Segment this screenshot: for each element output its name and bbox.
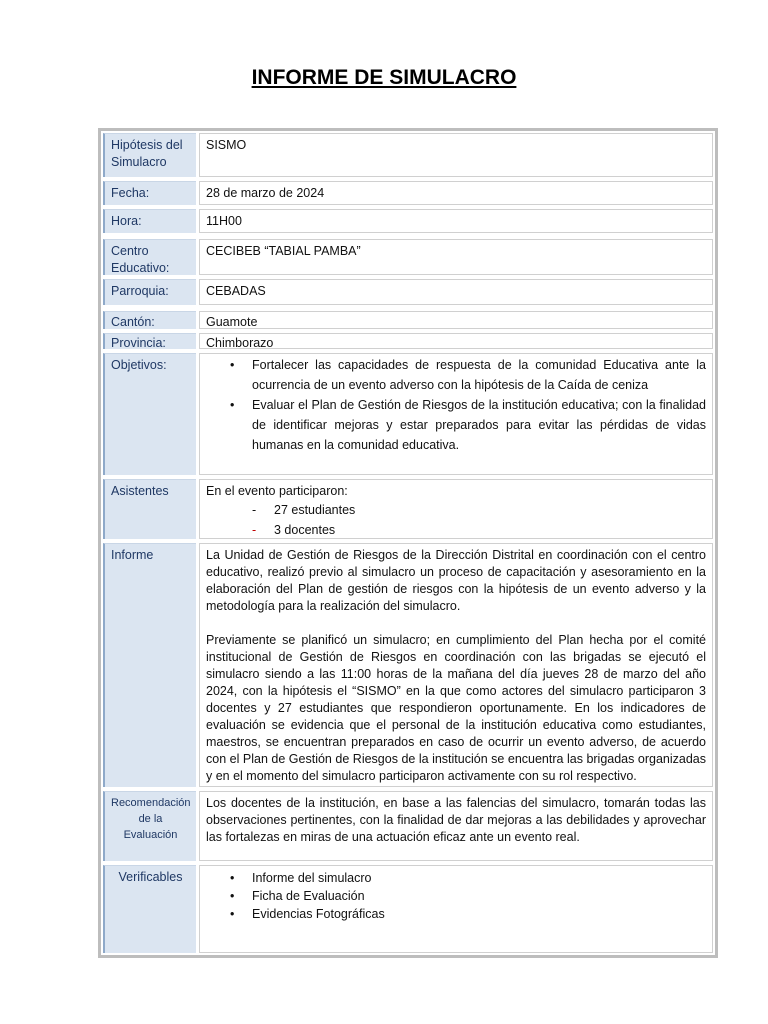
value-provincia: Chimborazo xyxy=(199,333,713,349)
label-recomendacion: Recomendación de la Evaluación xyxy=(103,791,196,861)
document-title: INFORME DE SIMULACRO xyxy=(251,66,517,89)
value-objetivos xyxy=(199,353,713,475)
value-recomendacion xyxy=(199,791,713,861)
value-canton: Guamote xyxy=(199,311,713,329)
label-asistentes: Asistentes xyxy=(103,479,196,539)
list-item: • Evaluar el Plan de Gestión de Riesgos de la institución educativa; con la finalidad de identificar mejoras y estar preparados para evitar las pérdidas de vidas humanas en la comunidad educativa. xyxy=(206,395,706,455)
verificables-list xyxy=(206,869,706,923)
row-hipotesis xyxy=(101,131,715,179)
list-item: • Ficha de Evaluación xyxy=(206,887,706,905)
row-parroquia xyxy=(101,277,715,307)
value-asistentes xyxy=(199,479,713,539)
label-canton: Cantón: xyxy=(103,311,196,329)
asistentes-intro: En el evento participaron: xyxy=(206,484,348,498)
list-item: - 27 estudiantes xyxy=(206,500,706,520)
value-verificables xyxy=(199,865,713,953)
label-fecha: Fecha: xyxy=(103,181,196,205)
value-centro: CECIBEB “TABIAL PAMBA” xyxy=(199,239,713,275)
label-objetivos: Objetivos: xyxy=(103,353,196,475)
row-informe xyxy=(101,541,715,789)
row-objetivos xyxy=(101,351,715,477)
value-informe xyxy=(199,543,713,787)
row-hora xyxy=(101,207,715,235)
row-fecha xyxy=(101,179,715,207)
list-item: • Evidencias Fotográficas xyxy=(206,905,706,923)
objetivos-list xyxy=(206,355,706,455)
report-table xyxy=(98,128,718,958)
label-hipotesis: Hipótesis del Simulacro xyxy=(103,133,196,177)
dash-marker: - xyxy=(252,503,257,517)
row-canton xyxy=(101,309,715,331)
asistentes-list xyxy=(206,500,706,540)
list-item: - 3 docentes xyxy=(206,520,706,540)
label-informe: Informe xyxy=(103,543,196,787)
recomendacion-text: Los docentes de la institución, en base a las falencias del simulacro, tomarán todas las observaciones pertinentes, con la finalidad de dar mejoras a las debilidades y aprovechar las fortalezas en miras de una actuación eficaz ante un evento real. xyxy=(206,796,706,844)
label-hora: Hora: xyxy=(103,209,196,233)
list-item: • Informe del simulacro xyxy=(206,869,706,887)
row-recomendacion xyxy=(101,789,715,863)
informe-paragraph-1: La Unidad de Gestión de Riesgos de la Dirección Distrital en coordinación con el centro educativo, realizó previo al simulacro un proceso de capacitación y asesoramiento en la elaboración del Plan de gestión de riesgos con la hipótesis de un evento adverso y la metodología para la realización del simulacro. xyxy=(206,548,706,613)
label-verificables: Verificables xyxy=(103,865,196,953)
row-provincia xyxy=(101,331,715,351)
informe-paragraph-2: Previamente se planificó un simulacro; en cumplimiento del Plan hecha por el comité institucional de Gestión de Riesgos en coordinación con las brigadas se ejecutó el simulacro siendo a las 11:00 horas de la mañana del día jueves 28 de marzo del año 2024, con la hipótesis el “SISMO” en la que como actores del simulacro participaron 3 docentes y 27 estudiantes que respondieron oportunamente. En los indicadores de evaluación se evidencia que el personal de la institución educativa como estudiantes, maestros, se encuentran preparados en caso de ocurrir un evento adverso, de acuerdo con el Plan de Gestión de Riesgos de la institución se encuentra las brigadas organizadas y en el momento del simulacro participaron activamente con su rol respectivo. xyxy=(206,633,706,783)
value-parroquia: CEBADAS xyxy=(199,279,713,305)
row-centro xyxy=(101,237,715,277)
label-parroquia: Parroquia: xyxy=(103,279,196,305)
value-fecha: 28 de marzo de 2024 xyxy=(199,181,713,205)
value-hipotesis: SISMO xyxy=(199,133,713,177)
row-verificables xyxy=(101,863,715,955)
label-centro: Centro Educativo: xyxy=(103,239,196,275)
label-provincia: Provincia: xyxy=(103,333,196,349)
list-item: • Fortalecer las capacidades de respuesta de la comunidad Educativa ante la ocurrencia de un evento adverso con la hipótesis de la Caída de ceniza xyxy=(206,355,706,395)
row-asistentes xyxy=(101,477,715,541)
dash-marker: - xyxy=(252,523,257,537)
value-hora: 11H00 xyxy=(199,209,713,233)
